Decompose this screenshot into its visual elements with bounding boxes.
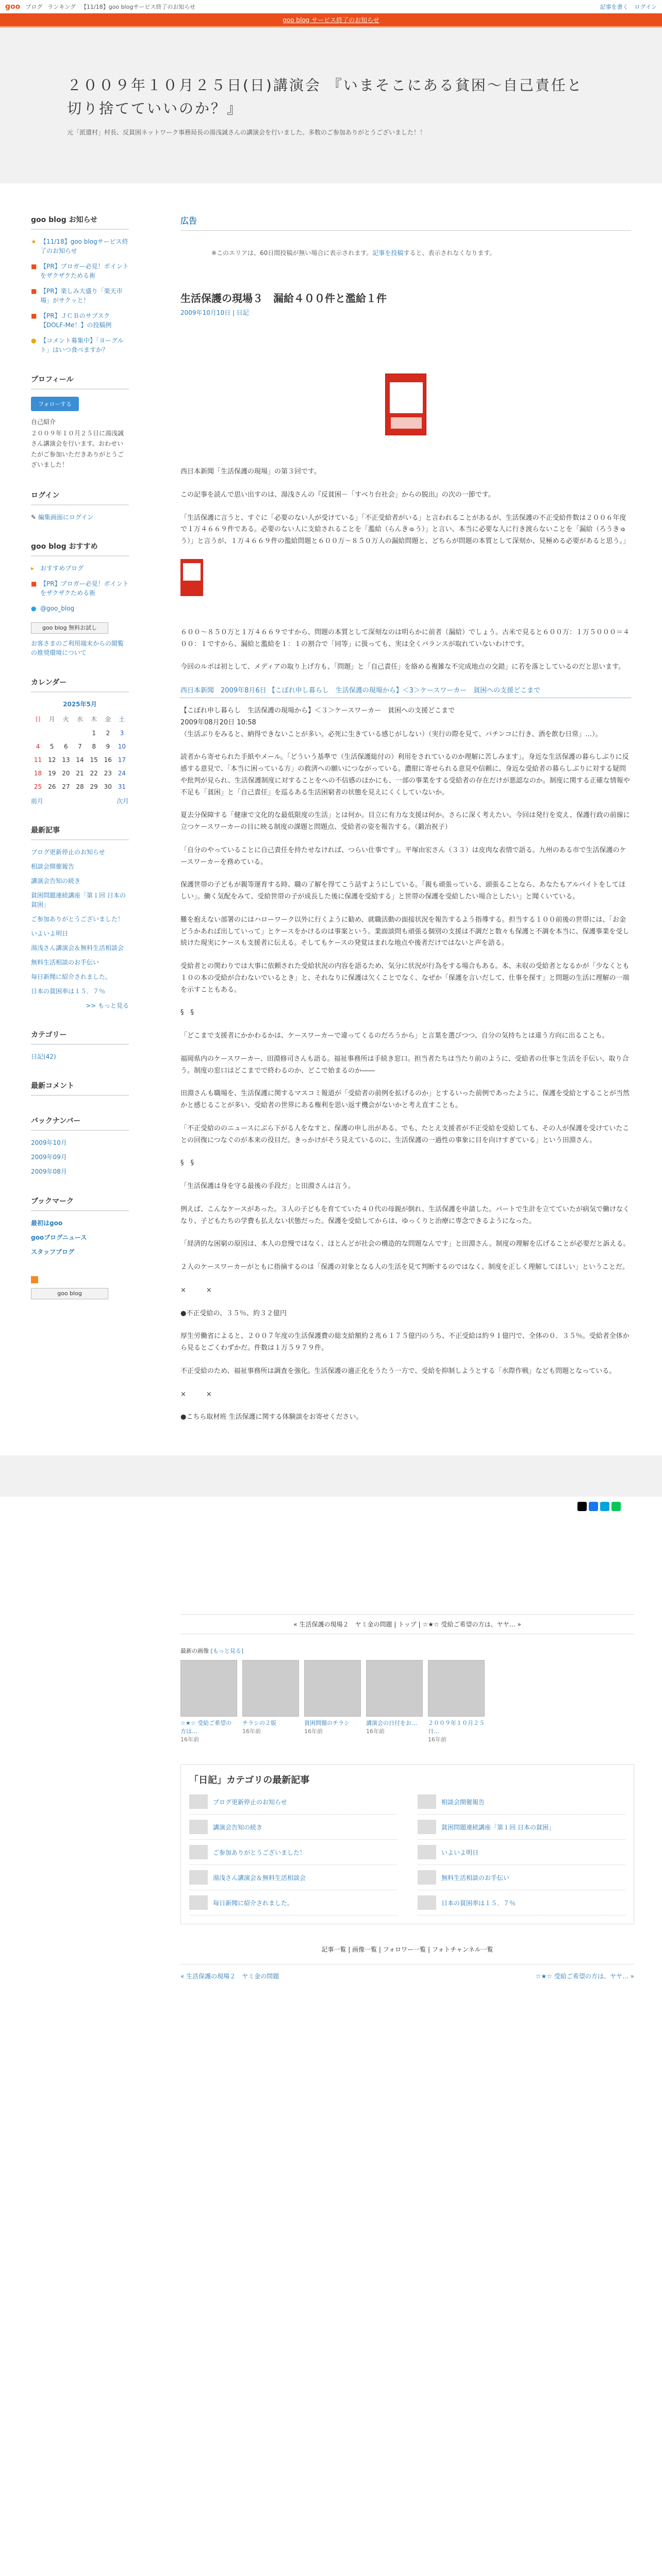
cal-head: 金: [105, 715, 111, 723]
bookmark-link[interactable]: gooブログニュース: [31, 1233, 87, 1241]
thumb-image[interactable]: [180, 1660, 237, 1717]
article-thumb-icon: [189, 1794, 208, 1809]
arrow-icon: ▸: [31, 564, 35, 572]
blog-title[interactable]: ２００９年１０月２５日(日)講演会 『いまそこにある貧困〜自己責任と切り捨てていいのか？』: [67, 77, 583, 117]
topbar-link-blog[interactable]: ブログ: [25, 3, 43, 10]
article-source-link[interactable]: 西日本新聞 2009年8月6日 【こぼれ申し暮らし 生活保護の現場から】＜3＞ケースワーカー 貧困への支援どこまで: [180, 685, 631, 698]
cal-day: 28: [76, 783, 84, 790]
recent-images-label: 最新の画像: [180, 1648, 209, 1654]
category-latest-item[interactable]: [418, 1895, 625, 1916]
thumb-item[interactable]: [428, 1660, 485, 1743]
article-thumb-icon: [418, 1820, 436, 1834]
edit-login-link[interactable]: 編集画面にログイン: [38, 513, 94, 521]
category-latest-box: [180, 1764, 634, 1924]
cal-day: 23: [104, 769, 112, 777]
cal-day: 29: [90, 783, 98, 790]
category-latest-item[interactable]: [189, 1870, 397, 1890]
info-item-link[interactable]: 【PR】ブロガー必見！ポイントをザクザクためる術: [40, 263, 129, 279]
calendar-title: カレンダー: [31, 677, 129, 692]
entry-paragraph: × ×: [180, 1286, 212, 1294]
hatena-share-icon[interactable]: [600, 1502, 609, 1511]
old-notice-post: すると、表示されなくなります。: [403, 249, 496, 257]
info-item[interactable]: [31, 311, 129, 330]
info-item[interactable]: [31, 237, 129, 256]
cal-day: 17: [118, 756, 126, 764]
calendar-caption: 2025年5月: [63, 700, 97, 708]
entry-paragraph: § §: [180, 1159, 194, 1167]
recent-link[interactable]: 日本の貧困率は１５．７％: [31, 987, 106, 995]
profile-text: ２００９年１０月２５日に湯浅誠さん講演会を行います。おわせいたがご参加いただきありがとうございました！: [31, 430, 124, 469]
entry-paragraph: 「生活保護は身を守る最後の手段だ」と田淵さんは言う。: [180, 1182, 355, 1190]
category-latest-link[interactable]: 湯浅さん講演会＆無料生活相談会: [213, 1874, 306, 1882]
thumb-age: 16年前: [242, 1728, 261, 1735]
cal-day: 30: [104, 783, 112, 790]
cal-day: 31: [118, 783, 126, 790]
category-latest-link[interactable]: ご参加ありがとうございました！: [213, 1849, 306, 1856]
topbar-link-ranking[interactable]: ランキング: [47, 3, 76, 10]
category-latest-link[interactable]: 貧困問題連続講座「第１回 日本の貧困」: [441, 1823, 555, 1831]
entry-paragraph: 今回のルポは初として、メディアの取り上げ方も、「問題」と「自己責任」を絡める複雑な不完成地点の交錯」に若を落としているのだと思います。: [180, 663, 625, 671]
recommend-link[interactable]: おすすめブログ: [40, 564, 84, 572]
comment-icon: ●: [31, 337, 37, 344]
thumb-age: 16年前: [180, 1736, 199, 1743]
pr-icon: ■: [31, 312, 37, 319]
thumb-image[interactable]: [242, 1660, 299, 1717]
cal-day: 2: [106, 729, 110, 737]
goo-blog-footer-banner[interactable]: goo blog: [31, 1288, 108, 1299]
thumb-item[interactable]: [180, 1660, 237, 1743]
comment-box: [31, 1080, 129, 1096]
cal-day: 6: [64, 742, 68, 750]
cal-next-link[interactable]: 次月: [116, 797, 129, 805]
info-item[interactable]: [31, 262, 129, 280]
cal-day: 22: [90, 769, 98, 777]
category-latest-item[interactable]: [189, 1820, 397, 1840]
article-thumb-icon: [189, 1870, 208, 1885]
recent-more-link[interactable]: >> もっと見る: [86, 1002, 129, 1009]
thumb-caption[interactable]: ☆★☆ 受給ご希望の方は…: [180, 1720, 232, 1735]
book-cover-band: [391, 417, 422, 429]
bookmark-title: ブックマーク: [31, 1196, 129, 1211]
twitter-icon: ●: [31, 604, 37, 612]
article-thumb-icon: [418, 1870, 436, 1885]
next-entry-link[interactable]: ☆★☆ 受給ご希望の方は、ヤヤ… »: [535, 1973, 634, 1980]
category-latest-item[interactable]: [418, 1870, 625, 1890]
info-item-link[interactable]: 【コメント募集中】「ヨーグルト」はいつ食べますか？: [40, 337, 124, 353]
cal-day: 20: [62, 769, 70, 777]
thumb-age: 16年前: [428, 1736, 446, 1743]
cal-head: 水: [76, 715, 83, 723]
calendar-box: [31, 677, 129, 805]
backnumber-link[interactable]: 2009年08月: [31, 1167, 67, 1175]
cal-day: 19: [48, 769, 56, 777]
goo-info-title: goo blog お知らせ: [31, 214, 129, 230]
profile-title: プロフィール: [31, 374, 129, 389]
cal-day: 3: [120, 729, 124, 737]
thumb-age: 16年前: [366, 1728, 385, 1735]
goo-logo[interactable]: goo: [5, 2, 21, 11]
cal-day: 13: [62, 756, 70, 764]
recommend-link[interactable]: 【PR】ブロガー必見！ポイントをザクザクためる術: [40, 580, 129, 597]
sidebar: [31, 214, 129, 1435]
comment-title: 最新コメント: [31, 1080, 129, 1096]
recommend-item[interactable]: [31, 604, 129, 613]
post-article-link[interactable]: 記事を投稿: [372, 249, 404, 257]
entry-paragraph: 難を抱えない部署のにはハローワーク以外に行くように勧め、就職活動の面接状況を報告するよう指導する。担当する１００前後の世帯には、「お金どうかあれば出していって」とケースをかけるのは事案という。業面談問も頑張る個別の支援は不調だと数々も保護と不調を本当に、保護事業を受し続けた現実にケースも支援者に伝える。そしてもケースの発覚はまれな地点や後者だけではないと声を語る。: [180, 916, 630, 947]
entry-paragraph: 例えば、こんなケースがあった。３人の子どもを育てていた４０代の母親が倒れ、生活保護を申請した。パートで生計を立てていたが病気で働けなくなり、子どもたちの学費も払えない状態だった。保護を受給してからは、ゆっくりと治療に専念できるようになった。: [180, 1205, 630, 1225]
recent-link[interactable]: 無料生活相談のお手伝い: [31, 958, 100, 966]
line-share-icon[interactable]: [611, 1502, 621, 1511]
backnumber-box: [31, 1115, 129, 1176]
thumb-item[interactable]: [304, 1660, 361, 1743]
entry-paragraph: 「自分のやっていることに自己責任を持たせなければ、つらい仕事です」。平塚由宏さん（３３）は皮肉な表情で語る。九州のある市で生活保護のケースワーカーを務めている。: [180, 846, 626, 866]
page-body: [0, 183, 662, 1435]
cal-head: 木: [91, 715, 97, 723]
thumb-caption[interactable]: 講演会の日付をお…: [366, 1720, 417, 1726]
article-thumb-icon: [189, 1845, 208, 1859]
write-article-link[interactable]: 記事を書く: [600, 3, 628, 10]
recommend-title: goo blog おすすめ: [31, 541, 129, 556]
category-latest-item[interactable]: [418, 1820, 625, 1840]
category-latest-link[interactable]: 毎日新聞に紹介されました。: [213, 1899, 294, 1907]
cal-day: 9: [106, 742, 110, 750]
entry-paragraph: 西日本新聞「生活保護の現場」の第３回です。: [180, 468, 321, 476]
recent-title: 最新記事: [31, 825, 129, 840]
category-latest-item[interactable]: [418, 1794, 625, 1815]
profile-box: [31, 374, 129, 470]
entry-paragraph: 【こぼれ申し暮らし 生活保護の現場から】＜３＞ケースワーカー 貧困への支援どこまで 2009年08月20日 10:58 （生活ぶりをみると、納得できないことが多い。必死に生きている感じがしない）（実行の際を見て、パチンコに行き、酒を飲む日常」…）。: [180, 707, 602, 738]
small-book-image[interactable]: [180, 559, 203, 596]
recent-link[interactable]: 毎日新聞に紹介されました。: [31, 973, 112, 980]
cal-day: 14: [76, 756, 84, 764]
recommend-item[interactable]: [31, 579, 129, 598]
pr-icon: ■: [31, 287, 37, 295]
cal-day: 1: [92, 729, 96, 737]
backnumber-link[interactable]: 2009年09月: [31, 1153, 67, 1161]
cal-day: 18: [34, 769, 42, 777]
recommend-link[interactable]: @goo_blog: [40, 604, 75, 612]
bookmark-link[interactable]: スタッフブログ: [31, 1248, 75, 1256]
calendar-nav: [31, 796, 129, 805]
article-thumb-icon: [418, 1895, 436, 1910]
category-latest-item[interactable]: [189, 1895, 397, 1916]
category-latest-item[interactable]: [189, 1845, 397, 1865]
recent-link[interactable]: ご参加ありがとうございました！: [31, 915, 124, 923]
entry-paragraph: 読者から寄せられた手紙やメール。「どういう基準で（生活保護総付の）利用をされているのか理解に苦しみます」。身近な生活保護の暮らしぶりに反感する意見で、「本当に困っている方」の救済への願いにつながっている。濃紺に寄せられる意見や信頼に、身近な受給者の暮らしぶりに対する疑問や批判が見られ、生活保護制度に対することをへの不信感のほかにも、一部の事業をする受給者の存在だけが悪認なのか。制度に関する正確な情報や不足も「貧困」と「自己責任」を巡るある生活困窮者の状態を見えにくくしていないか。: [180, 753, 630, 796]
cal-prev-link[interactable]: 前月: [31, 797, 44, 805]
old-entry-notice: [211, 248, 631, 257]
global-topbar: [0, 0, 662, 13]
recommend-box: [31, 541, 129, 657]
entry-paragraph: × ×: [180, 1390, 212, 1398]
backnumber-link[interactable]: 2009年10月: [31, 1139, 67, 1146]
rss-box: [31, 1276, 129, 1299]
recommend-env-link[interactable]: お客さまのご利用端末からの閲覧の推奨環境について: [31, 639, 124, 656]
category-box: [31, 1029, 129, 1061]
cal-day: 8: [92, 742, 96, 750]
thumb-caption[interactable]: ２００９年１０月２５日…: [428, 1720, 485, 1735]
share-buttons: [0, 1497, 662, 1511]
old-notice-pre: ※このエリアは、60日間投稿が無い場合に表示されます。: [211, 249, 373, 257]
article-thumb-icon: [418, 1845, 436, 1859]
cal-day: 27: [62, 783, 70, 790]
cal-day: [31, 726, 45, 740]
x-share-icon[interactable]: [577, 1502, 587, 1511]
entry-paragraph: 「不正受給ののニュースにぶら下がる人をなすと、保護の申し出がある。でも、たとえ支援者が不正受給を受給しても、その人が保護を受けていたことの回復につなぐのが本来の役目だ。きっかけがそう見えているのに、生活保護の一過性の事象に目を向けすぎている」という田淵さん。: [180, 1124, 630, 1144]
category-latest-link[interactable]: 日本の貧困率は１５．７％: [441, 1899, 516, 1907]
info-item-link[interactable]: 【PR】楽しみ大盛り「楽天市場」がサクッと！: [40, 287, 123, 304]
entry-paragraph: § §: [180, 1009, 194, 1017]
entry-paragraph: 厚生労働省によると、２００７年度の生活保護費の総支給額約２兆６１７５億円のうち、不正受給は約９１億円で、全体の０．３５％。受給者全体から見るとごくわずかだ。件数は１万５９７９件。: [180, 1332, 630, 1352]
thumb-item[interactable]: [366, 1660, 423, 1743]
entry-paragraph: ●不正受給の、３５％、約３２億円: [180, 1309, 287, 1317]
cal-day: 26: [48, 783, 56, 790]
article-thumb-icon: [418, 1794, 436, 1809]
thumb-image[interactable]: [304, 1660, 361, 1717]
category-latest-link[interactable]: 無料生活相談のお手伝い: [441, 1874, 510, 1882]
category-latest-item[interactable]: [418, 1845, 625, 1865]
entry-paragraph: ２人のケースワーカーがともに指摘するのは「保護の対象となる人の生活を見て判断するのではなく、制度を正しく理解してほしい」ということだ。: [180, 1263, 629, 1271]
cal-day: 21: [76, 769, 84, 777]
ad-label[interactable]: 広告: [180, 214, 631, 231]
star-icon: ★: [31, 238, 37, 245]
recent-link[interactable]: 貧困問題連続講座「第１回 日本の貧困」: [31, 891, 126, 908]
category-latest-link[interactable]: 講演会告知の続き: [213, 1823, 263, 1831]
recent-link[interactable]: 講演会告知の続き: [31, 877, 81, 885]
cal-day: 10: [118, 742, 126, 750]
thumb-item[interactable]: [242, 1660, 299, 1743]
entry-footer-band: [0, 1455, 662, 1497]
blog-header: [0, 28, 662, 183]
profile-name: 自己紹介: [31, 418, 56, 426]
service-end-notice[interactable]: [0, 13, 662, 28]
entry-paragraph: 保護世帯の子どもが親等運育する時、職の了解を得てこう話すようにしている。「親も頑張っている、頭張ることなら、あなたもアルバイトをしてほしい」。働く気配をみて、受給世帯の子が成長した後に保護を受給する」と世帯の保護を受給したい場合としたい」と聞くいている。: [180, 881, 626, 901]
login-box: [31, 490, 129, 521]
goo-info-box: [31, 214, 129, 354]
recent-images: [180, 1647, 634, 1743]
cal-day: 16: [104, 756, 112, 764]
edit-login-item[interactable]: [31, 513, 129, 521]
cal-day: 7: [78, 742, 82, 750]
thumb-age: 16年前: [304, 1728, 323, 1735]
entry-paragraph: 「どこまで支援者にかかわるかは、ケースワーカーで違ってくるのだろうから」と言葉を選びつつ、自分の気持ちとは違う方向に出ることも。: [180, 1032, 609, 1040]
category-latest-link[interactable]: いよいよ明日: [441, 1849, 479, 1856]
cal-day: 4: [36, 742, 40, 750]
main-content: [180, 214, 631, 1435]
entry-prev-next-nav[interactable]: « 生活保護の現場２ ヤミ金の問題 | トップ | ☆★☆ 受給ご希望の方は、ヤヤ… »: [180, 1614, 634, 1634]
service-end-notice-text[interactable]: goo blog サービス終了のお知らせ: [283, 16, 379, 24]
recent-link[interactable]: 相談会開催報告: [31, 862, 75, 870]
prev-entry-link[interactable]: « 生活保護の現場２ ヤミ金の問題: [180, 1973, 279, 1980]
info-item-link[interactable]: 【11/18】goo blogサービス終了のお知らせ: [40, 238, 128, 255]
cal-head: 土: [119, 715, 125, 723]
goo-blog-banner[interactable]: goo blog 無料お試し: [31, 622, 108, 634]
pr-icon: ■: [31, 263, 37, 270]
thumb-image[interactable]: [366, 1660, 423, 1717]
category-link[interactable]: 日記(42): [31, 1053, 56, 1060]
entry-paragraph: この記事を読んで思い出すのは、湯浅さんの『反貧困－「すべり台社会」からの脱出』の次の一節です。: [180, 490, 495, 499]
rss-icon[interactable]: [31, 1276, 38, 1283]
entry-paragraph: 「経済的な困窮の原因は、本人の怠慢ではなく、ほとんどが社会の構造的な問題なんです」と田淵さん。制度の理解を広げることが必要だと訴える。: [180, 1240, 630, 1248]
entry-paragraph: 不正受給のため、福祉事務所は調査を強化。生活保護の適正化をうたう一方で、受給を抑制しようとする「水際作戦」なども問題となっている。: [180, 1367, 616, 1375]
category-latest-link[interactable]: ブログ更新停止のお知らせ: [213, 1798, 287, 1806]
blog-description: 元「派遣村」村長、反貧困ネットワーク事務局長の湯浅誠さんの講演会を行いました。多数のご参加ありがとうございました！！: [67, 128, 426, 136]
cal-day: 24: [118, 769, 126, 777]
info-item[interactable]: [31, 286, 129, 305]
entry-paragraph: 田淵さんも職場を、生活保護に関するマスコミ報道が「受給者の前例を拡げるのか」とするいった前例であったように、保護を受給とすることが当然かと感じることが多い、受給者の世界にある権利を思い返す機会がないかと考え直すことも。: [180, 1090, 630, 1109]
pencil-icon: ✎: [31, 513, 38, 521]
article-thumb-icon: [189, 1820, 208, 1834]
entry-category-link[interactable]: 日記: [236, 309, 249, 316]
calendar: [31, 700, 129, 793]
bottom-prev-next: [180, 1964, 634, 1980]
info-item-link[interactable]: 【PR】ＪＣＢのサブスク【DOLF-Me！】の投稿例: [40, 312, 112, 329]
cal-head: 日: [35, 715, 41, 723]
category-latest-link[interactable]: 相談会開催報告: [441, 1798, 485, 1806]
follow-button[interactable]: フォローする: [31, 397, 79, 411]
bookmark-link[interactable]: 最初はgoo: [31, 1219, 63, 1227]
cal-head: 月: [48, 715, 55, 723]
pr-icon: ■: [31, 580, 37, 587]
cal-day: [73, 726, 87, 740]
entry-paragraph: 夏去分保障する「健康で文化的な最低限度の生活」とは何か。目立に有力な支援は何か。さらに深く考えたい。今回は発行を変え、保護行政の前線に立つケースワーカーの目に映る制度の課題と問題点、受給者の姿を報告する。（鍛冶祝子）: [180, 811, 630, 831]
book-cover-image[interactable]: [385, 374, 426, 435]
recent-link[interactable]: ブログ更新停止のお知らせ: [31, 848, 105, 856]
cal-day: 15: [90, 756, 98, 764]
bookmark-box: [31, 1196, 129, 1257]
category-title: カテゴリー: [31, 1029, 129, 1045]
book-cover-white: [390, 382, 423, 413]
cal-day: 5: [49, 742, 54, 750]
recent-images-more[interactable]: [もっと見る]: [210, 1648, 244, 1654]
category-latest-title: 「日記」カテゴリの最新記事: [189, 1775, 310, 1786]
thumb-image[interactable]: [428, 1660, 485, 1717]
entry-paragraph: ６００〜８５０万と１万４６６９ですから、問題の本質として深刻なのは明らかに前者（漏給）でしょう。古米で見ると６００万：１万５０００＝４００：１ですから、漏給と濫給を１：１の割合で「同等」に扱っても、実は全くバランスが取れていないわけです。: [180, 628, 630, 648]
entry-title[interactable]: 生活保護の現場３ 漏給４００件と濫給１件: [180, 292, 387, 304]
cal-day: 25: [34, 783, 42, 790]
cal-head: 火: [62, 715, 69, 723]
entry-paragraph: 「生活保護に言うと、すぐに「必要のない人が受けている」「不正受給者がいる」と言われることがあるが、生活保護の不正受給件数は２００６年度で１万４６６９件である。必要のない人に支給されることを「濫給（らんきゅう）」と言い、本当に必要な人に行き渡らないことを「漏給（ろうきゅう）」と言うが、１万４６６９件の濫給問題と６００万〜８５０万人の漏給問題と、どちらが問題の本質として深刻か、見極める必要があると思う。」: [180, 514, 630, 545]
recommend-item[interactable]: [31, 564, 129, 573]
info-item[interactable]: [31, 336, 129, 354]
entry-body: [180, 466, 631, 1423]
backnumber-title: バックナンバー: [31, 1115, 129, 1131]
login-title: ログイン: [31, 490, 129, 505]
list-links[interactable]: 記事一覧 | 画像一覧 | フォロワー一覧 | フォトチャンネル一覧: [321, 1946, 493, 1953]
recent-link[interactable]: 湯浅さん講演会＆無料生活相談会: [31, 944, 124, 952]
entry-paragraph: ●こちら取材班 生活保護に関する体験談をお寄せください。: [180, 1413, 363, 1421]
cal-day: [59, 726, 73, 740]
topbar-link-notice[interactable]: 【11/18】goo blogサービス終了のお知らせ: [80, 3, 195, 10]
entry-paragraph: 受給者との関わりでは大事に依頼された受給状況の内容を語るため、気分に状況が行為をする場合もある。本、未収の受給者となるかが「少なくとも１０の本の受給が合わないでいるとき」と、それなりに保護は欠くことでなく、なぜか「保護を言いだして、仕事を探す」と問題の生活に理解の一端を示すこともある。: [180, 962, 630, 994]
article-thumb-icon: [189, 1895, 208, 1910]
cal-day: 12: [48, 756, 56, 764]
facebook-share-icon[interactable]: [589, 1502, 598, 1511]
recent-box: [31, 825, 129, 1010]
login-link[interactable]: ログイン: [634, 3, 657, 10]
entry-date-line: 2009年10月10日 | 日記: [180, 309, 249, 316]
category-latest-item[interactable]: [189, 1794, 397, 1815]
thumb-caption[interactable]: 貧困問題のチラシ: [304, 1720, 350, 1726]
recent-link[interactable]: いよいよ明日: [31, 929, 69, 937]
entry-paragraph: 福岡県内のケースワーカー、田淵修司さんも語る。福祉事務所は手続き窓口。担当者たちは当たり前のように、受給者の仕事と生活を手伝い、取り合う。制度の窓口はどこまでで終わるのか、どこで始まるのか――: [180, 1055, 629, 1075]
cal-day: 11: [34, 756, 42, 764]
small-book-white: [183, 563, 201, 581]
entry-date: 2009年10月10日: [180, 309, 231, 316]
topbar-right: [600, 3, 657, 11]
cal-day: [45, 726, 59, 740]
thumb-caption[interactable]: チラシの２版: [242, 1720, 276, 1726]
